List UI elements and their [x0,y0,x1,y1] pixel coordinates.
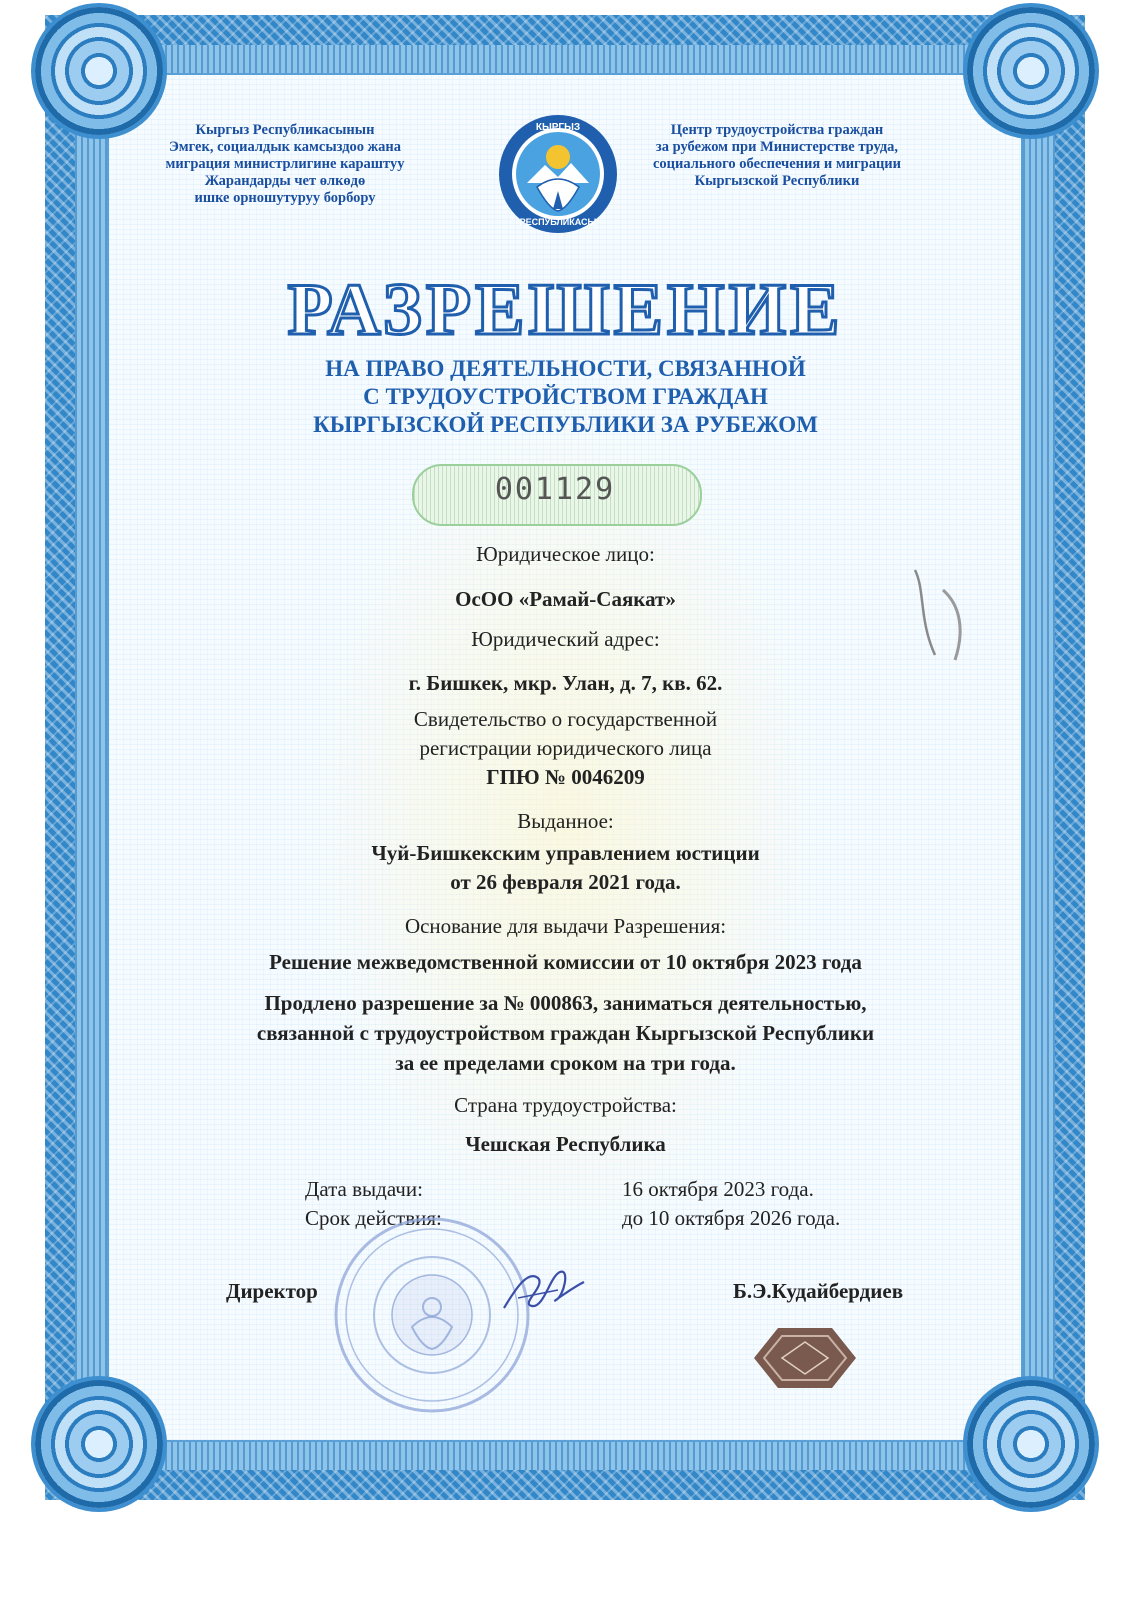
subtitle-line: КЫРГЫЗСКОЙ РЕСПУБЛИКИ ЗА РУБЕЖОМ [313,412,818,437]
issuer-ru-line: социального обеспечения и миграции [652,156,902,172]
pencil-mark [905,560,975,670]
issuer-kg-line: ишке орношутуруу борбору [194,190,376,206]
issuer-kg-line: миграция министрлигине караштуу [165,156,405,172]
issuer-name-kyrgyz [140,122,430,207]
emblem-bottom-text: РЕСПУБЛИКАСЫ [519,217,597,227]
corner-rosette-bottom-left [35,1380,163,1508]
registration-number: ГПЮ № 0046209 [486,765,645,789]
issue-date-value: 16 октября 2023 года. [622,1177,814,1201]
validity-label: Срок действия: [305,1206,442,1230]
address-label: Юридический адрес: [471,627,660,651]
signature-mark [498,1258,590,1320]
country-of-employment: Чешская Республика [465,1132,666,1156]
subtitle-line: НА ПРАВО ДЕЯТЕЛЬНОСТИ, СВЯЗАННОЙ [325,356,806,381]
director-name: Б.Э.Кудайбердиев [733,1279,904,1303]
basis-label: Основание для выдачи Разрешения: [404,914,727,938]
permit-number: 001129 [494,472,616,507]
issuer-kg-line: Эмгек, социалдык камсыздоо жана [168,139,402,155]
issued-by-line: от 26 февраля 2021 года. [450,870,681,894]
director-title: Директор [226,1279,318,1303]
validity-value: до 10 октября 2026 года. [622,1206,841,1230]
corner-rosette-bottom-right [967,1380,1095,1508]
hologram-badge [752,1322,858,1394]
document-subtitle [0,355,1131,439]
issuer-kg-line: Кыргыз Республикасынын [195,122,375,138]
legal-address: г. Бишкек, мкр. Улан, д. 7, кв. 62. [408,671,723,695]
registration-label-line: Свидетельство о государственной [413,707,718,731]
extension-line: связанной с трудоустройством граждан Кыргызской Республики [256,1021,875,1045]
issued-by-line: Чуй-Бишкекским управлением юстиции [371,841,760,865]
issuer-ru-line: Центр трудоустройства граждан [670,122,884,138]
issuer-name-russian [632,122,922,190]
extension-line: Продлено разрешение за № 000863, заниматься деятельностью, [264,991,867,1015]
issuer-ru-line: Кыргызской Республики [694,173,860,189]
emblem-top-text: КЫРГЫЗ [535,122,581,133]
country-label: Страна трудоустройства: [454,1093,677,1117]
issuer-ru-line: за рубежом при Министерстве труда, [655,139,899,155]
extension-line: за ее пределами сроком на три года. [395,1051,736,1075]
entity-label: Юридическое лицо: [476,542,655,566]
state-emblem-icon [497,113,619,235]
issued-label: Выданное: [517,809,614,833]
registration-label-line: регистрации юридического лица [419,736,712,760]
entity-name: ОсОО «Рамай-Саякат» [455,587,676,611]
issuer-kg-line: Жарандарды чет өлкөдө [204,173,366,189]
document-title: РАЗРЕШЕНИЕ [287,269,844,351]
issue-date-label: Дата выдачи: [305,1177,423,1201]
subtitle-line: С ТРУДОУСТРОЙСТВОМ ГРАЖДАН [363,384,768,409]
basis-text: Решение межведомственной комиссии от 10 октября 2023 года [269,950,862,974]
corner-rosette-top-right [967,7,1095,135]
corner-rosette-top-left [35,7,163,135]
